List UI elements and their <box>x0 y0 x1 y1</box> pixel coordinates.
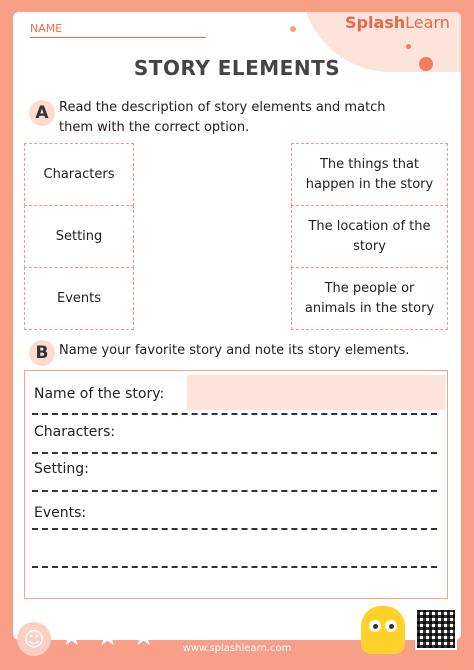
brand-logo <box>345 13 450 32</box>
section-b-instruction: Name your favorite story and note its story elements. <box>59 343 410 358</box>
star-icon: ★ <box>60 622 84 652</box>
section-b-badge: B <box>29 340 55 366</box>
section-a-badge: A <box>29 100 55 126</box>
match-right-line: The location of the <box>308 218 431 234</box>
match-right-line: happen in the story <box>305 176 434 192</box>
characters-label: Characters: <box>34 424 116 440</box>
brand-light: Learn <box>405 13 450 32</box>
events-label: Events: <box>34 505 87 521</box>
match-right-characters-description[interactable] <box>291 267 448 330</box>
answer-line[interactable] <box>32 528 437 530</box>
smiley-icon: ☺ <box>17 622 51 656</box>
decor-dot <box>290 26 296 32</box>
qr-code-icon <box>415 608 457 650</box>
match-right-line: animals in the story <box>304 300 435 316</box>
match-right-line: The things that <box>319 156 420 172</box>
star-icon: ★ <box>132 622 156 652</box>
story-name-label: Name of the story: <box>34 386 165 402</box>
section-a-instruction-line2: them with the correct option. <box>59 120 250 135</box>
footer-url[interactable]: www.splashlearn.com <box>182 643 292 654</box>
decor-dot <box>406 44 411 49</box>
mascot-icon <box>361 606 405 654</box>
section-a-instruction-line1: Read the description of story elements and match <box>59 100 386 115</box>
match-right-line: story <box>353 238 386 254</box>
name-label: NAME <box>30 22 63 35</box>
star-icon: ★ <box>96 622 120 652</box>
answer-line[interactable] <box>32 566 437 568</box>
page-title: STORY ELEMENTS <box>133 56 341 80</box>
setting-label: Setting: <box>34 461 89 477</box>
match-right-setting-description[interactable] <box>291 205 448 268</box>
section-a-instruction <box>59 98 386 138</box>
match-right-line: The people or <box>324 280 415 296</box>
match-left-setting[interactable]: Setting <box>24 205 134 268</box>
answer-line[interactable] <box>32 452 437 454</box>
name-line[interactable] <box>30 37 206 38</box>
match-left-characters[interactable]: Characters <box>24 143 134 206</box>
story-name-input[interactable] <box>187 375 445 410</box>
match-right-events-description[interactable] <box>291 143 448 206</box>
brand-bold: Splash <box>345 13 406 32</box>
answer-line[interactable] <box>32 490 437 492</box>
match-left-events[interactable]: Events <box>24 267 134 330</box>
answer-line[interactable] <box>32 413 437 415</box>
